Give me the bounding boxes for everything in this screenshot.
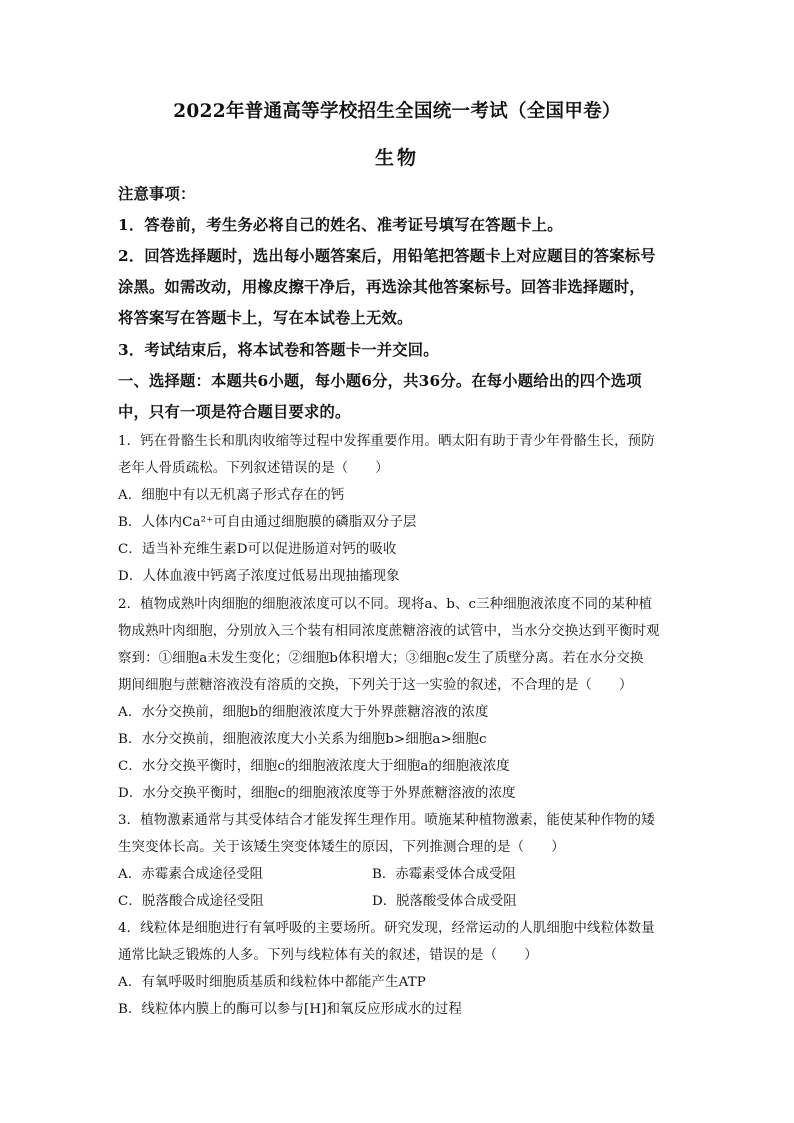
- notice-item: 涂黑。如需改动，用橡皮擦干净后，再选涂其他答案标号。回答非选择题时，: [118, 278, 645, 296]
- question-3-stem: 生突变体长高。关于该矮生突变体矮生的原因，下列推测合理的是（ ）: [118, 840, 565, 855]
- question-1-stem: 1．钙在骨骼生长和肌肉收缩等过程中发挥重要作用。晒太阳有助于青少年骨骼生长，预防: [118, 434, 655, 449]
- question-3-stem: 3．植物激素通常与其受体结合才能发挥生理作用。喷施某种植物激素，能使某种作物的矮: [118, 813, 655, 828]
- question-4-option-b: B．线粒体内膜上的酶可以参与[H]和氧反应形成水的过程: [118, 1002, 462, 1017]
- question-4-option-a: A．有氧呼吸时细胞质基质和线粒体中都能产生ATP: [118, 975, 426, 990]
- notice-item: 将答案写在答题卡上，写在本试卷上无效。: [118, 309, 413, 327]
- question-2-option-c: C．水分交换平衡时，细胞c的细胞液浓度大于细胞a的细胞液浓度: [118, 759, 510, 774]
- section-heading: 一、选择题：本题共6小题，每小题6分，共36分。在每小题给出的四个选项: [118, 372, 642, 390]
- question-1-option-b: B．人体内Ca²⁺可自由通过细胞膜的磷脂双分子层: [118, 515, 417, 530]
- question-1-option-d: D．人体血液中钙离子浓度过低易出现抽搐现象: [118, 569, 400, 584]
- notice-heading: 注意事项：: [118, 185, 196, 203]
- exam-title: 2022年普通高等学校招生全国统一考试（全国甲卷）: [173, 101, 621, 122]
- section-heading-cont: 中，只有一项是符合题目要求的。: [118, 403, 351, 421]
- question-2-option-b: B．水分交换前，细胞液浓度大小关系为细胞b>细胞a>细胞c: [118, 732, 487, 747]
- notice-item: 2．回答选择题时，选出每小题答案后，用铅笔把答题卡上对应题目的答案标号: [118, 247, 656, 265]
- question-4-stem: 4．线粒体是细胞进行有氧呼吸的主要场所。研究发现，经常运动的人肌细胞中线粒体数量: [118, 921, 655, 936]
- question-4-stem: 通常比缺乏锻炼的人多。下列与线粒体有关的叙述，错误的是（ ）: [118, 948, 538, 963]
- question-1-stem: 老年人骨质疏松。下列叙述错误的是（ ）: [118, 461, 389, 476]
- question-2-stem: 察到：①细胞a未发生变化；②细胞b体积增大；③细胞c发生了质壁分离。若在水分交换: [118, 651, 644, 666]
- question-1-option-c: C．适当补充维生素D可以促进肠道对钙的吸收: [118, 542, 397, 557]
- question-3-option-b: B．赤霉素受体合成受阻: [372, 867, 516, 882]
- question-2-stem: 期间细胞与蔗糖溶液没有溶质的交换，下列关于这一实验的叙述，不合理的是（ ）: [118, 678, 633, 693]
- notice-item: 3．考试结束后，将本试卷和答题卡一并交回。: [118, 341, 439, 359]
- question-2-stem: 物成熟叶肉细胞，分别放入三个装有相同浓度蔗糖溶液的试管中，当水分交换达到平衡时观: [118, 624, 660, 639]
- question-3-option-d: D．脱落酸受体合成受阻: [372, 894, 517, 909]
- question-3-option-c: C．脱落酸合成途径受阻: [118, 894, 264, 909]
- notice-item: 1．答卷前，考生务必将自己的姓名、准考证号填写在答题卡上。: [118, 216, 563, 234]
- exam-subject: 生物: [374, 147, 419, 169]
- question-2-stem: 2．植物成熟叶肉细胞的细胞液浓度可以不同。现将a、b、c三种细胞液浓度不同的某种植: [118, 597, 653, 612]
- question-3-option-a: A．赤霉素合成途径受阻: [118, 867, 264, 882]
- question-2-option-d: D．水分交换平衡时，细胞c的细胞液浓度等于外界蔗糖溶液的浓度: [118, 786, 516, 801]
- question-1-option-a: A．细胞中有以无机离子形式存在的钙: [118, 488, 345, 503]
- question-2-option-a: A．水分交换前，细胞b的细胞液浓度大于外界蔗糖溶液的浓度: [118, 705, 489, 720]
